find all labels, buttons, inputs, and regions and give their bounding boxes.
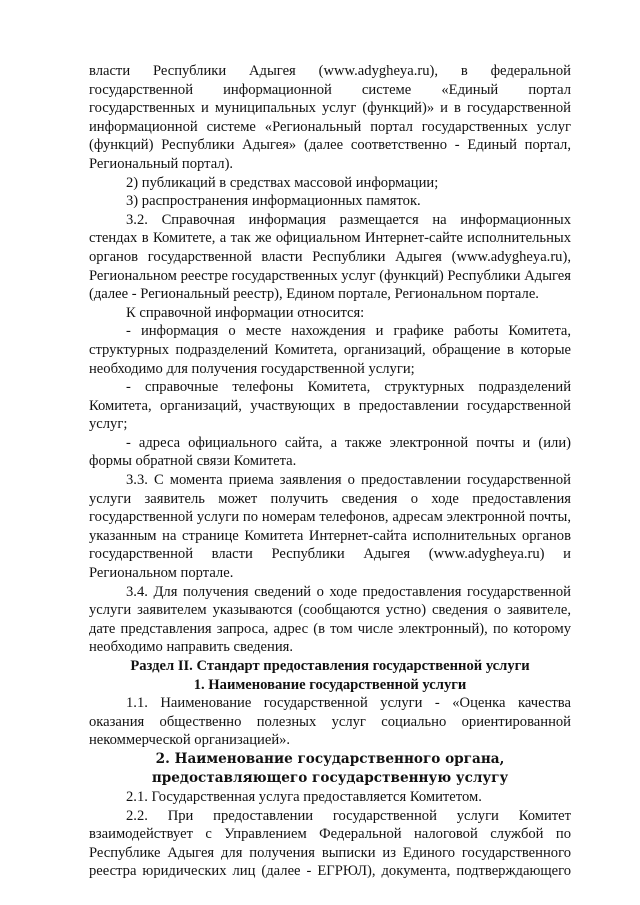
paragraph-reference-intro: К справочной информации относится: — [126, 304, 365, 321]
list-item-3: 3) распространения информационных памяток. — [126, 193, 421, 210]
document-page — [89, 62, 571, 881]
paragraph-3-2: 3.2. Справочная информация размещается на информационных стендах в Комитете, а так же официальном Интернет-сайте исполнительных органов государственной власти Республики Адыгея (www.adygheya.ru), Региональном реестре государственных услуг (функций) Республики Адыгея (далее - Региональный реестр), Едином портале, Региональном портале. — [89, 211, 571, 303]
paragraph-intro: власти Республики Адыгея (www.adygheya.ru), в федеральной государственной информационной системе «Единый портал государственных и муниципальных услуг (функций)» и в государственной информационной системе «Региональный портал государственных услуг (функций) Республики Адыгея» (далее соответственно - Единый портал, Региональный портал). — [89, 63, 571, 172]
subsection-heading-2: 2. Наименование государственного органа, предоставляющего государственную услугу — [151, 750, 509, 786]
paragraph-2-1: 2.1. Государственная услуга предоставляется Комитетом. — [126, 788, 482, 805]
paragraph-1-1: 1.1. Наименование государственной услуги - «Оценка качества оказания общественно полезных услуг социально ориентированной некоммерческой организацией». — [89, 695, 571, 749]
paragraph-reference-phones: - справочные телефоны Комитета, структурных подразделений Комитета, организаций, участвующих в предоставлении государственной услуг; — [89, 379, 571, 433]
paragraph-3-4: 3.4. Для получения сведений о ходе предоставления государственной услуги заявителем указываются (сообщаются устно) сведения о заявителе, дате представления запроса, адрес (в том числе электронный), по которому необходимо направить сведения. — [89, 583, 571, 656]
list-item-2: 2) публикаций в средствах массовой информации; — [126, 174, 439, 191]
paragraph-2-2: 2.2. При предоставлении государственной услуги Комитет взаимодействует с Управлением Федеральной налоговой службой по Республике Адыгея для получения выписки из Единого государственного реестра юридических лиц (далее - ЕГРЮЛ), документа, подтверждающего — [89, 807, 571, 880]
paragraph-3-3: 3.3. С момента приема заявления о предоставлении государственной услуги заявитель может получить сведения о ходе предоставления государственной услуги по номерам телефонов, адресам электронной почты, указанным на странице Комитета Интернет-сайта исполнительных органов государственной власти Республики Адыгея (www.adygheya.ru) и Региональном портале. — [89, 472, 571, 582]
paragraph-reference-website: - адреса официального сайта, а также электронной почты и (или) формы обратной связи Комитета. — [89, 434, 571, 470]
section-heading: Раздел II. Стандарт предоставления государственной услуги — [130, 658, 530, 674]
paragraph-reference-location: - информация о месте нахождения и графике работы Комитета, структурных подразделений Комитета, организаций, обращение в которые необходимо для получения государственной услуги; — [89, 323, 571, 377]
subsection-heading-1: 1. Наименование государственной услуги — [193, 676, 467, 693]
